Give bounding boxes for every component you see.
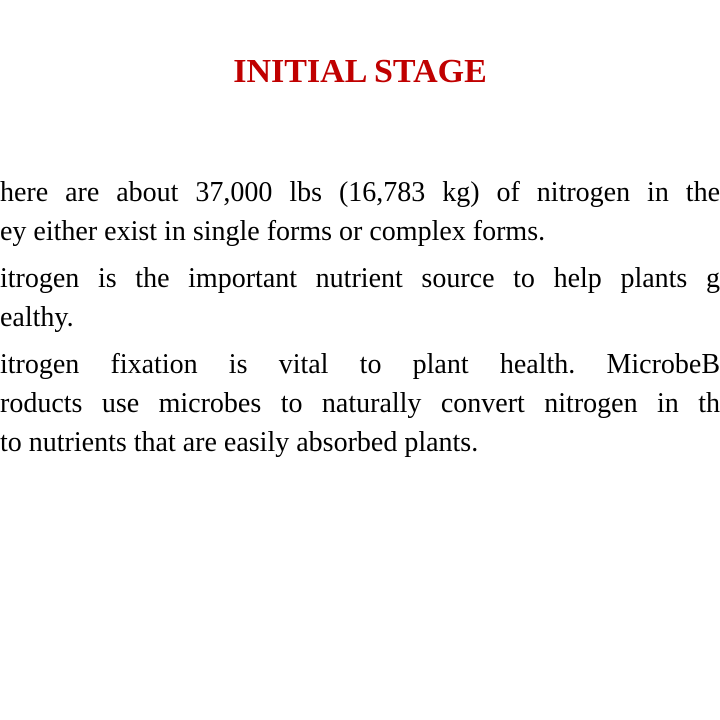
bullet-line: ealthy. — [0, 302, 74, 333]
bullet-item-nitrogen-amount — [0, 173, 720, 251]
bullet-item-nitrogen-fixation — [0, 345, 720, 462]
bullet-line: to nutrients that are easily absorbed plants. — [0, 427, 479, 458]
bullet-line: here are about 37,000 lbs (16,783 kg) of nitrogen in the — [0, 177, 720, 208]
bullet-item-nitrogen-nutrient — [0, 259, 720, 337]
bullet-line: ey either exist in single forms or complex forms. — [0, 216, 546, 247]
bullet-line: roducts use microbes to naturally convert nitrogen in th — [0, 388, 720, 419]
slide-title: INITIAL STAGE — [233, 53, 487, 90]
bullet-line: itrogen is the important nutrient source to help plants g — [0, 263, 720, 294]
bullet-line: itrogen fixation is vital to plant health. MicrobeB — [0, 349, 720, 380]
bullet-list — [0, 173, 720, 462]
